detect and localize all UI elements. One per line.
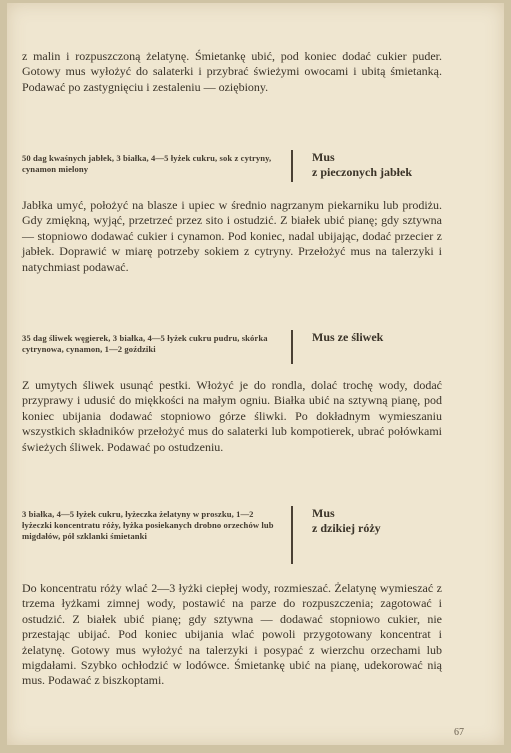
recipe-2-ingredients: 35 dag śliwek węgierek, 3 białka, 4—5 łyżek cukru pudru, skórka cytrynowa, cynamon, 1—2 goździki xyxy=(22,333,268,354)
recipe-3-divider xyxy=(291,506,293,564)
recipe-1-method: Jabłka umyć, położyć na blasze i upiec w średnio nagrzanym piekarniku lub prodiżu. Gdy zmiękną, wyjąć, przetrzeć przez sito i ostudzić. Z białek ubić pianę; gdy sztywna — stopniowo dodawać cukier i cynamon. Pod koniec, nadal ubijając, dodać przecier z jabłek. Doprawić w miarę potrzeby sokiem z cytryny. Przełożyć mus na talerzyki i natychmiast podawać. xyxy=(22,198,442,274)
intro-paragraph: z malin i rozpuszczoną żelatynę. Śmietankę ubić, pod koniec dodać cukier puder. Gotowy mus wyłożyć do salaterki i przybrać świeżymi owocami i ubitą śmietanką. Podawać po zastygnięciu i zestaleniu — oziębiony. xyxy=(22,49,442,94)
recipe-1-title-line1: Mus xyxy=(312,150,335,164)
recipe-3-title-line1: Mus xyxy=(312,506,335,520)
book-page xyxy=(7,3,504,745)
recipe-2-divider xyxy=(291,330,293,364)
recipe-1-title-line2: z pieczonych jabłek xyxy=(312,165,412,179)
recipe-2-method: Z umytych śliwek usunąć pestki. Włożyć je do rondla, dolać trochę wody, dodać przyprawy i udusić do miękkości na małym ogniu. Białka ubić na sztywną pianę, pod koniec ubijania dodawać stopniowo górze śliwki. Po dokładnym wymieszaniu wszystkich składników przełożyć mus do salaterki lub kompotierek, ubrać połówkami świeżych śliwek. Podawać po ostudzeniu. xyxy=(22,378,442,454)
recipe-1-ingredients: 50 dag kwaśnych jabłek, 3 białka, 4—5 łyżek cukru, sok z cytryny, cynamon mielony xyxy=(22,153,272,174)
recipe-3-title-line2: z dzikiej róży xyxy=(312,521,381,535)
recipe-1-divider xyxy=(291,150,293,182)
recipe-3-ingredients: 3 białka, 4—5 łyżek cukru, łyżeczka żelatyny w proszku, 1—2 łyżeczki koncentratu róży, łyżka posiekanych drobno orzechów lub migdałów, pół szklanki śmietanki xyxy=(22,509,274,541)
recipe-3-method: Do koncentratu róży wlać 2—3 łyżki ciepłej wody, rozmieszać. Żelatynę wymieszać z trzema łyżkami zimnej wody, postawić na parze do rozpuszczenia; zagotować i ostudzić. Z białek ubić pianę; gdy sztywna — dodawać stopniowo cukier, nie przestając ubijać. Pod koniec ubijania wlać powoli przygotowany koncentrat i żelatynę. Gotowy mus wyłożyć na talerzyki i posypać z wierzchu orzechami lub migdałami. Szybko ochłodzić w lodówce. Śmietankę ubić na pianę, udekorować nią mus. Podawać z biszkoptami. xyxy=(22,581,442,688)
recipe-2-title-line1: Mus ze śliwek xyxy=(312,330,384,344)
page-number: 67 xyxy=(454,727,464,738)
